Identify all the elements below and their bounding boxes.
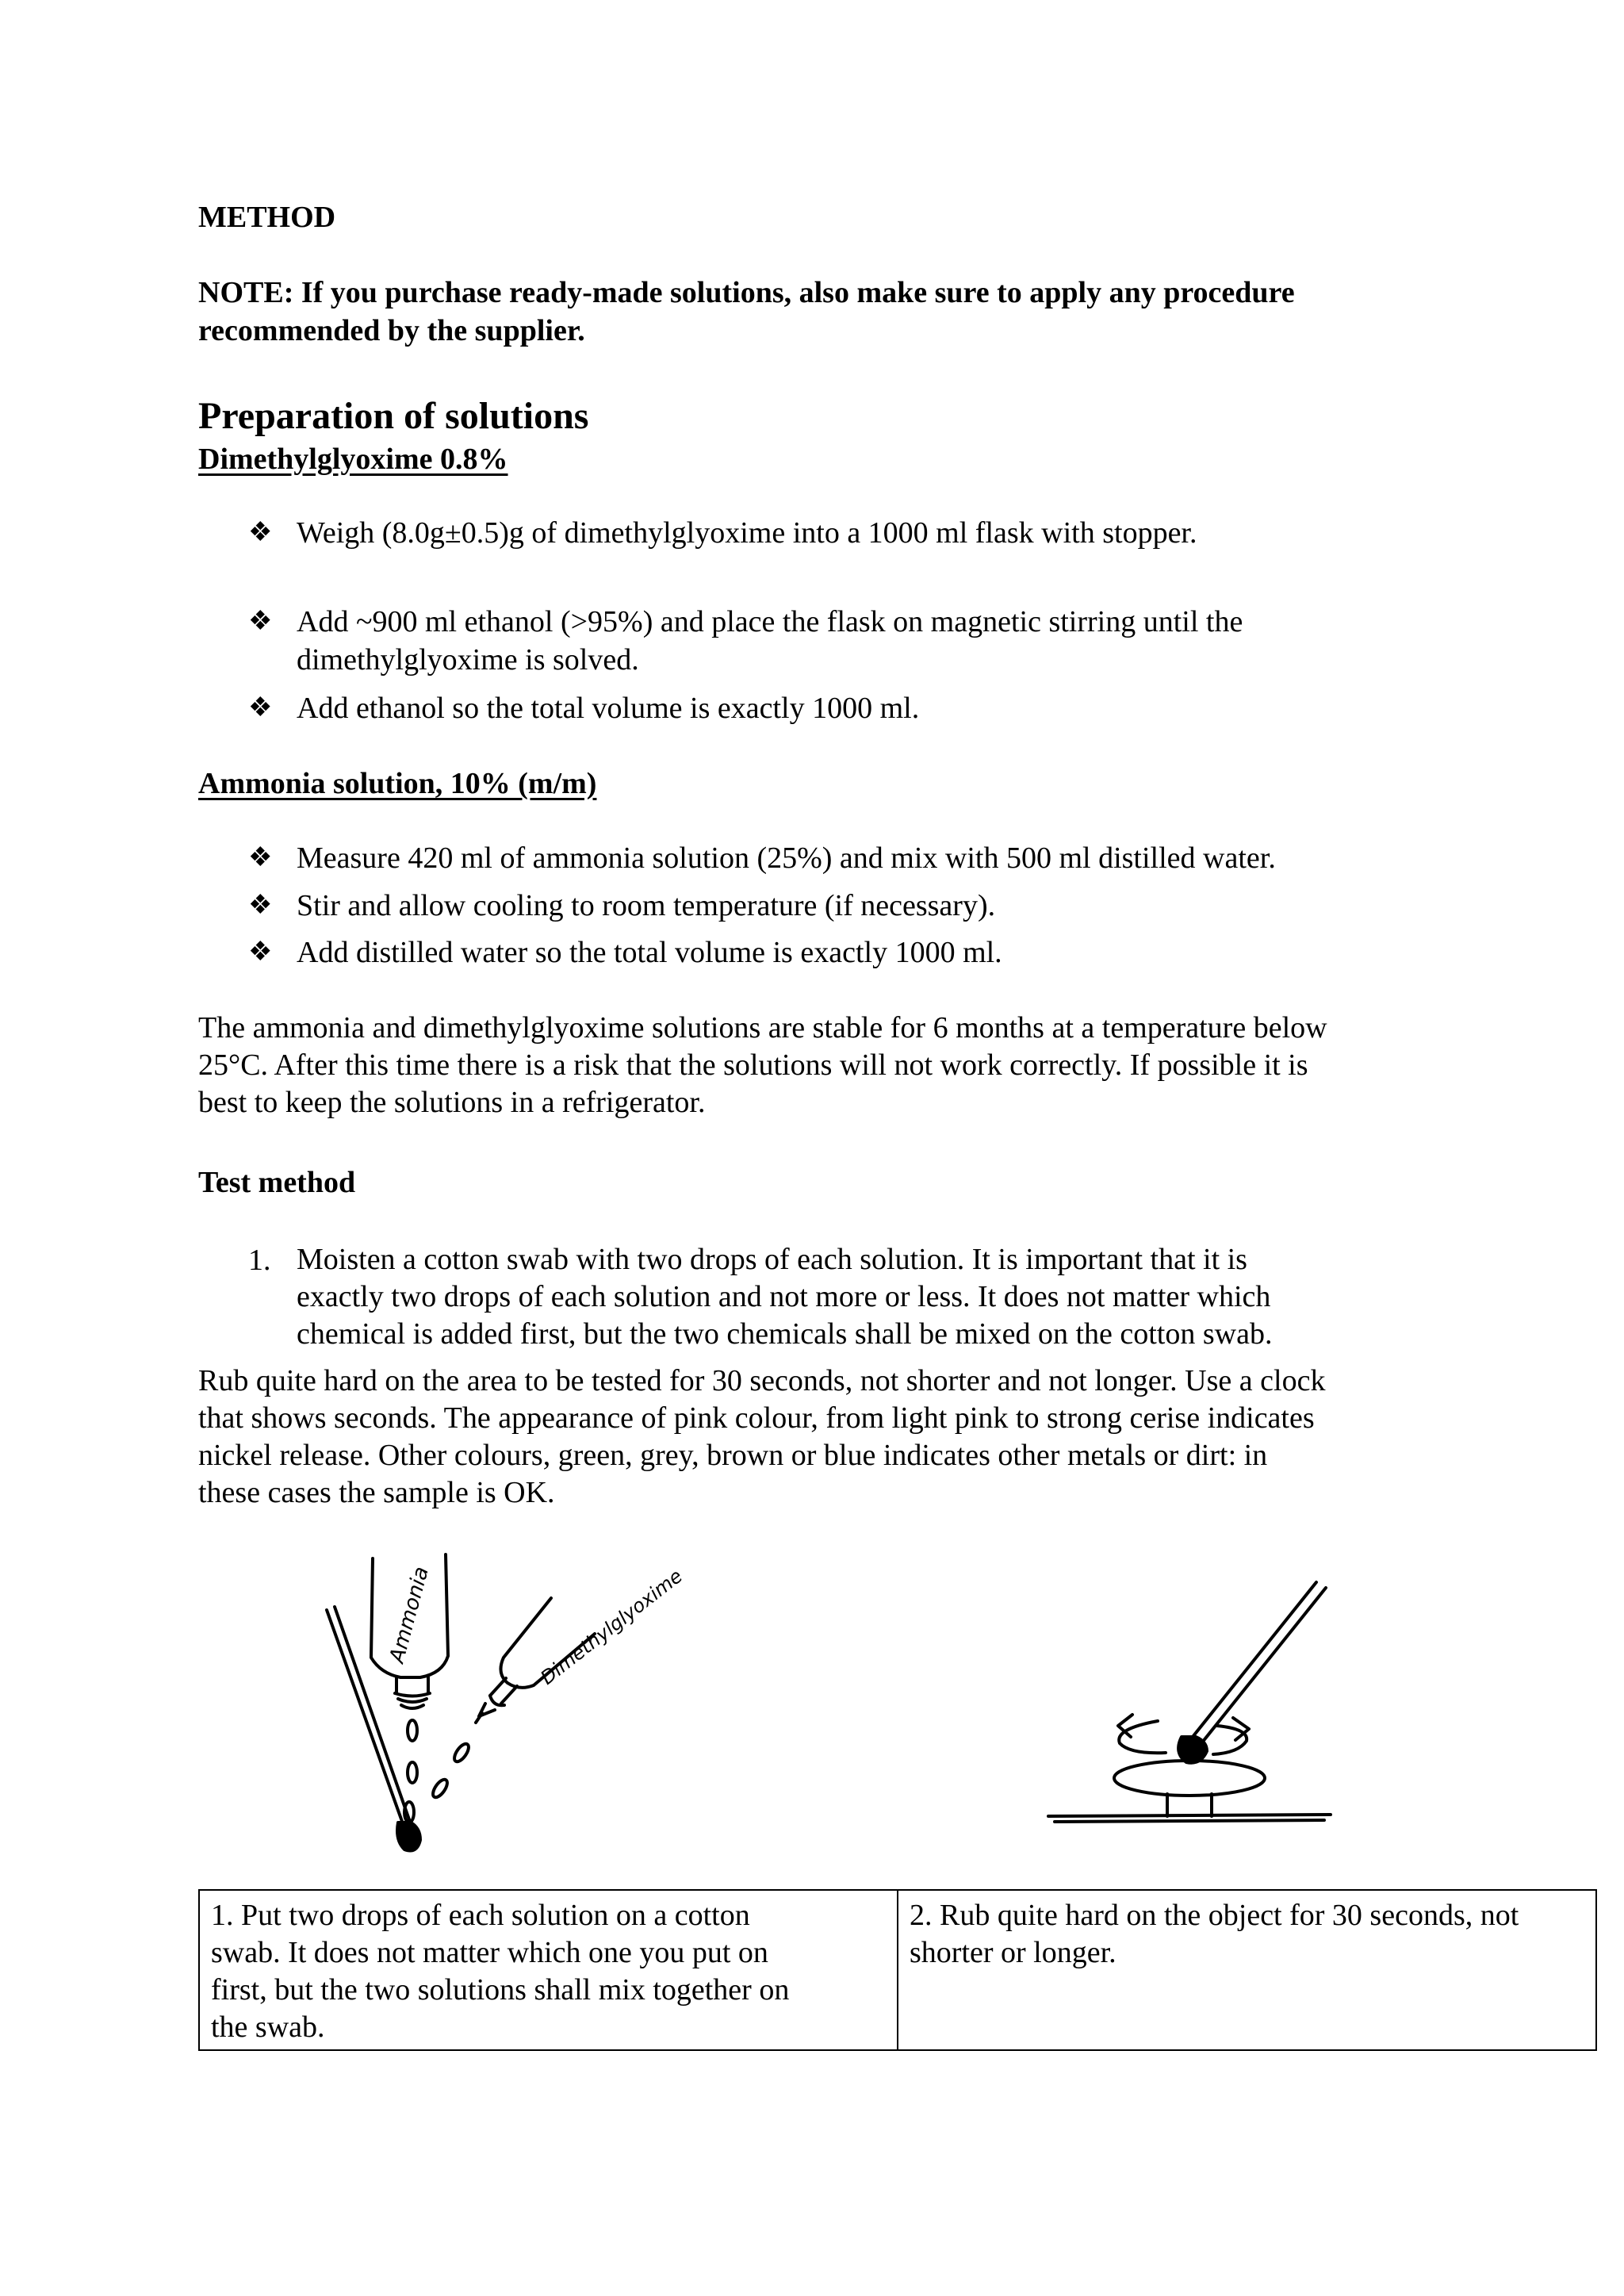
dimethylglyoxime-label: Dimethylglyoxime (536, 1565, 687, 1689)
ammonia-label: Ammonia (385, 1564, 434, 1665)
test-method-heading: Test method (198, 1166, 356, 1199)
caption-cell-right (898, 1890, 1596, 2050)
step1-line-1: Moisten a cotton swab with two drops of each solution. It is important that it is (297, 1243, 1247, 1276)
ammonia-bottle-icon (371, 1554, 448, 1708)
stability-line-2: 25°C. After this time there is a risk that the solutions will not work correctly. If possible it is (198, 1048, 1308, 1082)
note-line-1: NOTE: If you purchase ready-made solutions, also make sure to apply any procedure (198, 276, 1295, 309)
caption-left-line: first, but the two solutions shall mix together on (211, 1973, 790, 2007)
bullet-icon: ❖ (248, 891, 273, 920)
bullet-icon: ❖ (248, 693, 273, 723)
step1-line-3: chemical is added first, but the two chemicals shall be mixed on the cotton swab. (297, 1317, 1273, 1351)
rub-line-4: these cases the sample is OK. (198, 1476, 555, 1509)
rub-line-3: nickel release. Other colours, green, grey, brown or blue indicates other metals or dirt: in (198, 1439, 1268, 1472)
stability-line-3: best to keep the solutions in a refrigerator. (198, 1086, 706, 1119)
caption-cell-left (199, 1890, 898, 2050)
rubbing-illustration (1031, 1578, 1348, 1840)
dmg-step-2-line-2: dimethylglyoxime is solved. (297, 643, 639, 677)
caption-left-line: swab. It does not matter which one you put on (211, 1936, 768, 1969)
dmg-step-2-line-1: Add ~900 ml ethanol (>95%) and place the flask on magnetic stirring until the (297, 605, 1243, 638)
caption-left-line: the swab. (211, 2010, 325, 2044)
dimethylglyoxime-bottle-icon (476, 1565, 687, 1723)
object-icon (1048, 1761, 1331, 1822)
caption-table (198, 1889, 1597, 2051)
step-number: 1. (248, 1244, 271, 1277)
ammonia-step-1: Measure 420 ml of ammonia solution (25%) and mix with 500 ml distilled water. (297, 841, 1276, 875)
prep-heading: Preparation of solutions (198, 395, 589, 437)
ammonia-step-2: Stir and allow cooling to room temperature (if necessary). (297, 889, 996, 922)
step1-line-2: exactly two drops of each solution and not more or less. It does not matter which (297, 1280, 1271, 1313)
caption-right-line: 2. Rub quite hard on the object for 30 seconds, not (910, 1899, 1519, 1932)
ammonia-subheading: Ammonia solution, 10% (m/m) (198, 767, 597, 800)
caption-right-line: shorter or longer. (910, 1936, 1116, 1969)
note-line-2: recommended by the supplier. (198, 314, 585, 347)
dmg-step-3: Add ethanol so the total volume is exactly 1000 ml. (297, 692, 920, 725)
bullet-icon: ❖ (248, 607, 273, 636)
stability-line-1: The ammonia and dimethylglyoxime solutions are stable for 6 months at a temperature below (198, 1011, 1327, 1045)
rub-line-1: Rub quite hard on the area to be tested for 30 seconds, not shorter and not longer. Use a clock (198, 1364, 1326, 1397)
dmg-step-1: Weigh (8.0g±0.5)g of dimethylglyoxime into a 1000 ml flask with stopper. (297, 516, 1197, 550)
bullet-icon: ❖ (248, 518, 273, 547)
cotton-swab-icon (1178, 1582, 1326, 1763)
ammonia-step-3: Add distilled water so the total volume is exactly 1000 ml. (297, 936, 1002, 969)
bullet-icon: ❖ (248, 937, 273, 967)
rub-line-2: that shows seconds. The appearance of pink colour, from light pink to strong cerise indicates (198, 1401, 1315, 1435)
drops-illustration (309, 1523, 769, 1872)
drop-icon (431, 1742, 472, 1800)
caption-left-line: 1. Put two drops of each solution on a cotton (211, 1899, 750, 1932)
dmg-subheading: Dimethylglyoxime 0.8% (198, 443, 508, 476)
bullet-icon: ❖ (248, 843, 273, 872)
section-title: METHOD (198, 201, 336, 234)
